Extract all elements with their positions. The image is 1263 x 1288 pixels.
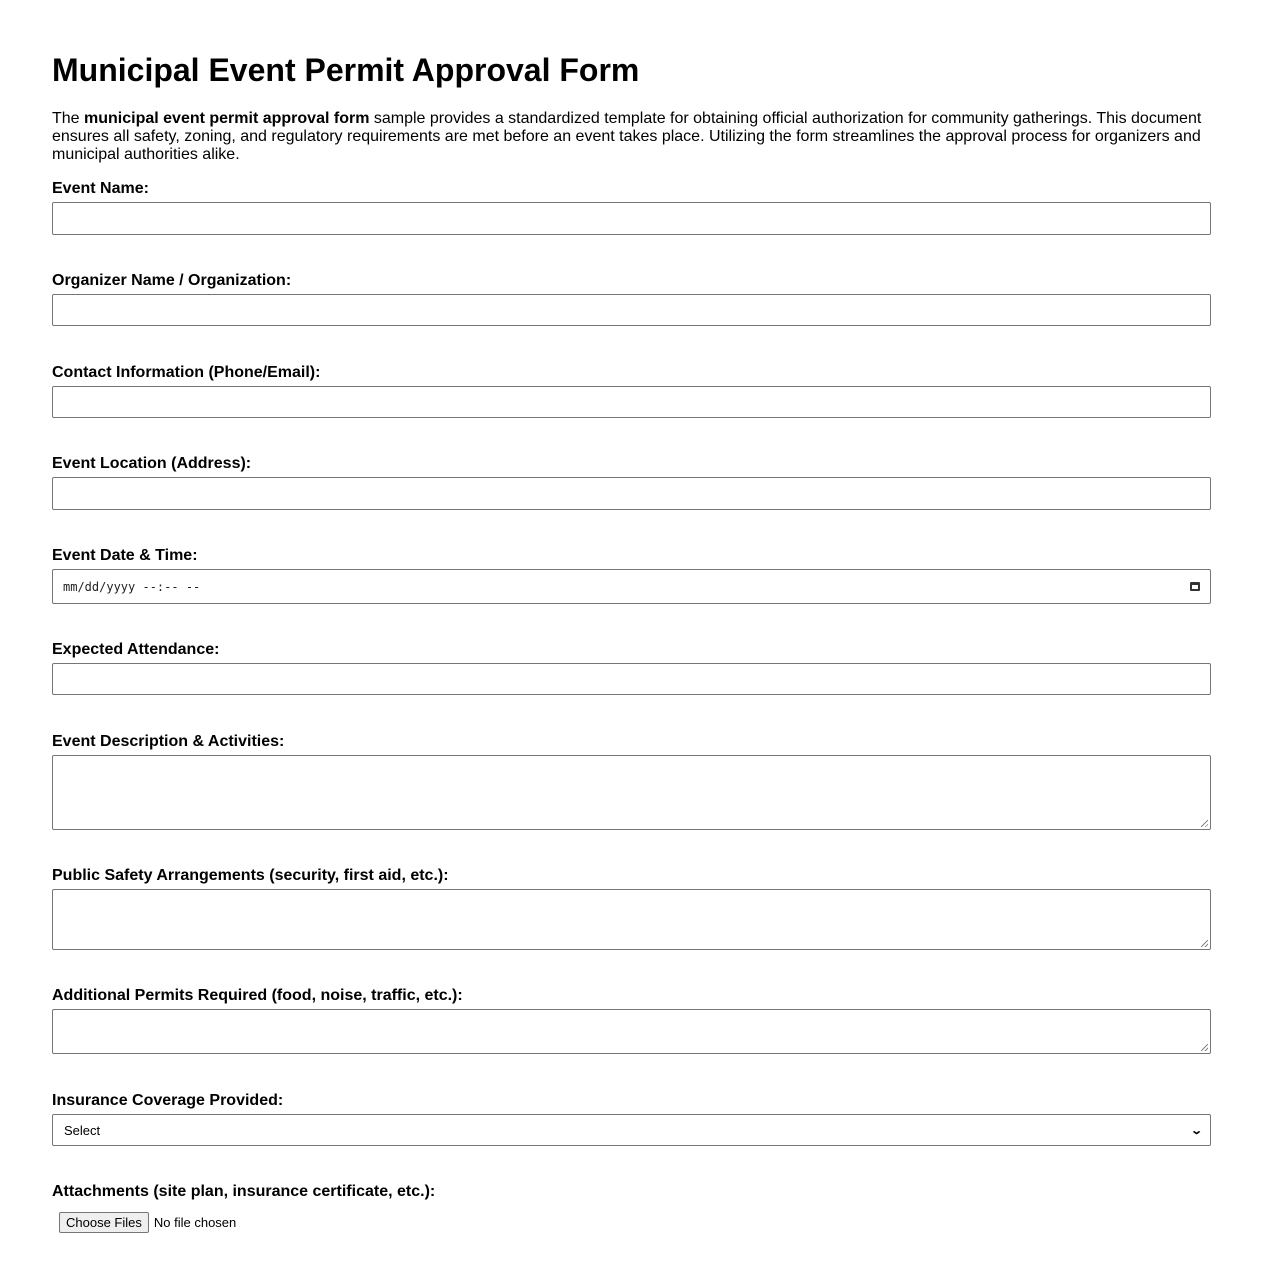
permits-label: Additional Permits Required (food, noise, traffic, etc.): <box>52 987 463 1004</box>
attachments-label: Attachments (site plan, insurance certificate, etc.): <box>52 1183 436 1200</box>
organizer-label: Organizer Name / Organization: <box>52 272 292 289</box>
field-location <box>52 455 1211 473</box>
datetime-input[interactable] <box>52 569 1211 604</box>
field-attendance <box>52 641 1211 659</box>
safety-textarea[interactable] <box>52 889 1211 950</box>
insurance-selected: Select <box>64 1122 101 1138</box>
event-name-input[interactable] <box>52 202 1211 235</box>
choose-files-button[interactable]: Choose Files <box>59 1212 149 1233</box>
intro-prefix: The <box>52 110 85 127</box>
field-organizer <box>52 272 1211 290</box>
description-label: Event Description & Activities: <box>52 733 285 750</box>
page-title: Municipal Event Permit Approval Form <box>52 52 640 88</box>
attendance-input[interactable] <box>52 663 1211 695</box>
field-description <box>52 733 1211 751</box>
intro-paragraph <box>52 110 1211 164</box>
permits-textarea[interactable] <box>52 1009 1211 1054</box>
field-insurance <box>52 1092 1211 1138</box>
event-name-label: Event Name: <box>52 180 149 197</box>
location-input[interactable] <box>52 477 1211 510</box>
file-input[interactable] <box>59 1212 236 1233</box>
resize-handle-icon[interactable] <box>1201 940 1208 947</box>
contact-input[interactable] <box>52 386 1211 418</box>
field-datetime <box>52 547 1211 594</box>
field-permits <box>52 987 1211 1005</box>
field-safety <box>52 867 1211 885</box>
contact-label: Contact Information (Phone/Email): <box>52 364 321 381</box>
resize-handle-icon[interactable] <box>1201 1044 1208 1051</box>
field-attachments <box>52 1183 1211 1230</box>
description-textarea[interactable] <box>52 755 1211 830</box>
safety-label: Public Safety Arrangements (security, first aid, etc.): <box>52 867 449 884</box>
chevron-down-icon: ⌄ <box>1189 1124 1203 1137</box>
intro-bold: municipal event permit approval form <box>84 110 370 127</box>
location-label: Event Location (Address): <box>52 455 252 472</box>
organizer-input[interactable] <box>52 294 1211 326</box>
field-contact <box>52 364 1211 382</box>
file-status: No file chosen <box>153 1215 237 1230</box>
field-event-name <box>52 180 1211 198</box>
insurance-select[interactable] <box>52 1114 1211 1146</box>
datetime-label: Event Date & Time: <box>52 547 198 564</box>
resize-handle-icon[interactable] <box>1201 820 1208 827</box>
insurance-label: Insurance Coverage Provided: <box>52 1092 284 1109</box>
attendance-label: Expected Attendance: <box>52 641 220 658</box>
datetime-placeholder: mm/dd/yyyy --:-- -- <box>63 579 201 594</box>
intro-suffix: sample provides a standardized template for obtaining official authorization for community gatherings. This document ensures all safety, zoning, and regulatory requirements are met before an event takes place. Utilizing the form streamlines the approval process for organizers and municipal authorities alike. <box>52 110 1202 163</box>
calendar-icon[interactable] <box>1190 582 1200 591</box>
